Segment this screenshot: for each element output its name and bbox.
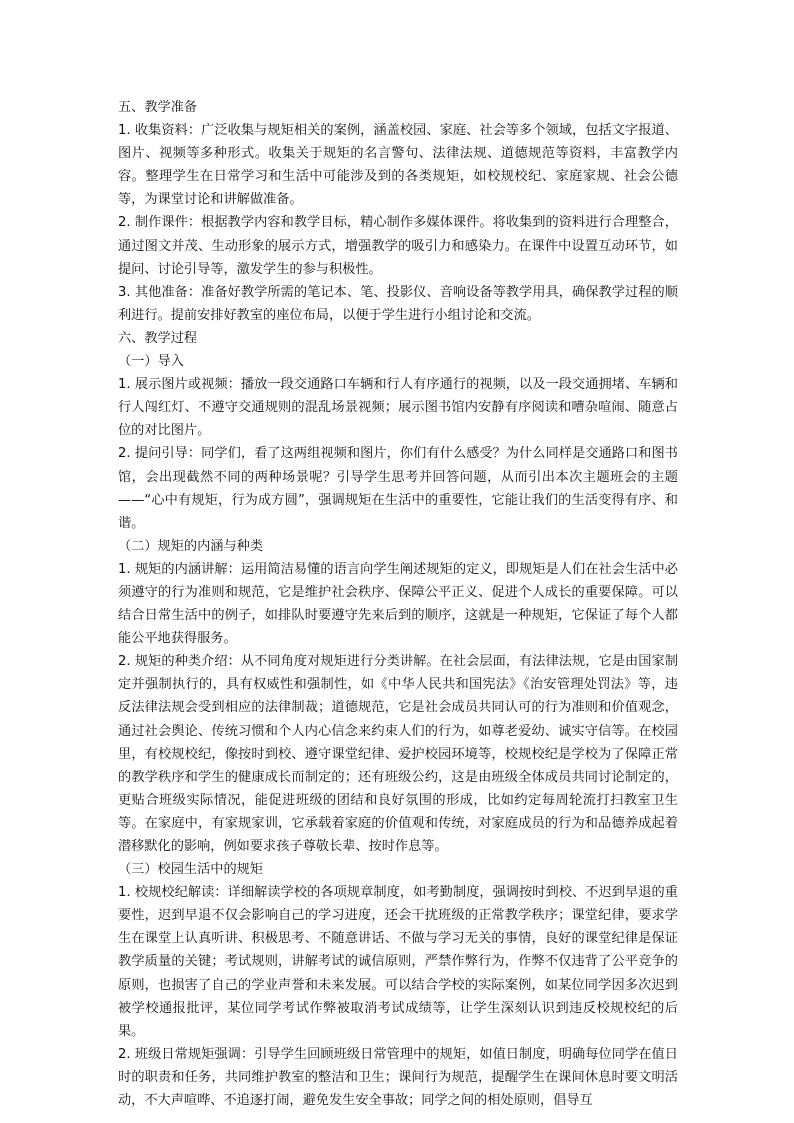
section-6-3-title: （三）校园生活中的规矩 <box>118 862 264 878</box>
section-6-3-paragraph-1: 1. 校规校纪解读：详细解读学校的各项规章制度，如考勤制度，强调按时到校、不迟到早退的重要性，迟到早退不仅会影响自己的学习进度，还会干扰班级的正常教学秩序；课堂纪律，要求学生在课堂上认真听讲、积极思考、不随意讲话、不做与学习无关的事情，良好的课堂纪律是保证教学质量的关键；考试规则，讲解考试的诚信原则，严禁作弊行为，作弊不仅违背了公平竞争的原则，也损害了自己的学业声誉和未来发展。可以结合学校的实际案例，如某位同学因多次迟到被学校通报批评，某位同学考试作弊被取消考试成绩等，让学生深刻认识到违反校规校纪的后果。 <box>118 885 678 1039</box>
section-5-paragraph-2: 2. 制作课件：根据教学内容和教学目标，精心制作多媒体课件。将收集到的资料进行合理整合，通过图文并茂、生动形象的展示方式，增强教学的吸引力和感染力。在课件中设置互动环节，如提问、讨论引导等，激发学生的参与积极性。 <box>118 215 678 277</box>
section-6-2-title: （二）规矩的内涵与种类 <box>118 538 264 554</box>
section-6-1-paragraph-1: 1. 展示图片或视频：播放一段交通路口车辆和行人有序通行的视频，以及一段交通拥堵、车辆和行人闯红灯、不遵守交通规则的混乱场景视频；展示图书馆内安静有序阅读和嘈杂喧闹、随意占位的对比图片。 <box>118 377 678 439</box>
section-6-1-title: （一）导入 <box>118 354 184 370</box>
section-5-title: 五、教学准备 <box>118 100 198 115</box>
document-page <box>118 96 678 1112</box>
section-6-1-paragraph-2: 2. 提问引导：同学们，看了这两组视频和图片，你们有什么感受？为什么同样是交通路口和图书馆，会出现截然不同的两种场景呢？引导学生思考并回答问题，从而引出本次主题班会的主题——“心中有规矩，行为成方圆”，强调规矩在生活中的重要性，它能让我们的生活变得有序、和谐。 <box>118 446 678 531</box>
section-6-2-paragraph-1: 1. 规矩的内涵讲解：运用简洁易懂的语言向学生阐述规矩的定义，即规矩是人们在社会生活中必须遵守的行为准则和规范，它是维护社会秩序、保障公平正义、促进个人成长的重要保障。可以结合日常生活中的例子，如排队时要遵守先来后到的顺序，这就是一种规矩，它保证了每个人都能公平地获得服务。 <box>118 561 678 647</box>
section-6-title: 六、教学过程 <box>118 330 198 346</box>
section-6-2-paragraph-2: 2. 规矩的种类介绍：从不同角度对规矩进行分类讲解。在社会层面，有法律法规，它是由国家制定并强制执行的，具有权威性和强制性，如《中华人民共和国宪法》《治安管理处罚法》等，违反法律法规会受到相应的法律制裁；道德规范，它是社会成员共同认可的行为准则和价值观念，通过社会舆论、传统习惯和个人内心信念来约束人们的行为，如尊老爱幼、诚实守信等。在校园里，有校规校纪，像按时到校、遵守课堂纪律、爱护校园环境等，校规校纪是学校为了保障正常的教学秩序和学生的健康成长而制定的；还有班级公约，这是由班级全体成员共同讨论制定的，更贴合班级实际情况，能促进班级的团结和良好氛围的形成，比如约定每周轮流打扫教室卫生等。在家庭中，有家规家训，它承载着家庭的价值观和传统，对家庭成员的行为和品德养成起着潜移默化的影响，例如要求孩子尊敬长辈、按时作息等。 <box>118 654 678 854</box>
section-5-paragraph-1: 1. 收集资料：广泛收集与规矩相关的案例，涵盖校园、家庭、社会等多个领域，包括文字报道、图片、视频等多种形式。收集关于规矩的名言警句、法律法规、道德规范等资料，丰富教学内容。整理学生在日常学习和生活中可能涉及到的各类规矩，如校规校纪、家庭家规、社会公德等，为课堂讨论和讲解做准备。 <box>118 123 678 208</box>
section-6-3-paragraph-2: 2. 班级日常规矩强调：引导学生回顾班级日常管理中的规矩，如值日制度，明确每位同学在值日时的职责和任务，共同维护教室的整洁和卫生；课间行为规范，提醒学生在课间休息时要文明活动，不大声喧哗、不追逐打闹，避免发生安全事故；同学之间的相处原则，倡导互 <box>118 1046 678 1109</box>
section-5-paragraph-3: 3. 其他准备：准备好教学所需的笔记本、笔、投影仪、音响设备等教学用具，确保教学过程的顺利进行。提前安排好教室的座位布局，以便于学生进行小组讨论和交流。 <box>118 284 678 323</box>
